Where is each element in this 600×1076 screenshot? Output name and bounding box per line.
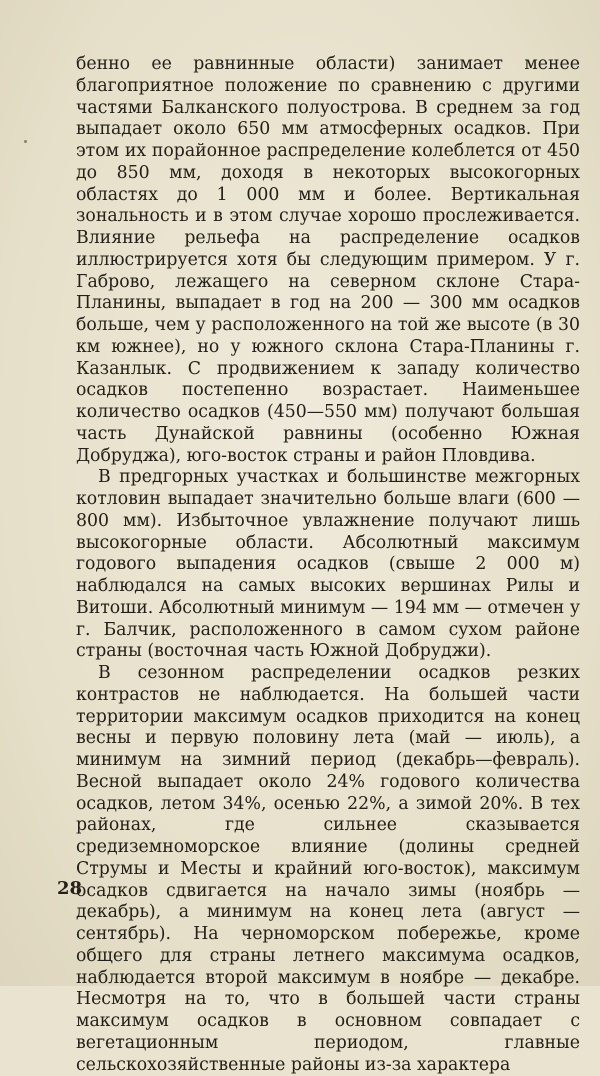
body-text xyxy=(76,54,580,1076)
paragraph-1: бенно ее равнинные области) занимает менее благоприятное положение по сравнению с другими частями Балканского полуострова. В среднем за год выпадает около 650 мм атмосферных осадков. При этом их порайонное распределение колеблется от 450 до 850 мм, доходя в некоторых высокогорных областях до 1 000 мм и более. Вертикальная зональность и в этом случае хорошо прослеживается. Влияние рельефа на распределение осадков иллюстрируется хотя бы следующим примером. У г. Габрово, лежащего на северном склоне Стара-Планины, выпадает в год на 200 — 300 мм осадков больше, чем у расположенного на той же высоте (в 30 км южнее), но у южного склона Стара-Планины г. Казанлык. С продвижением к западу количество осадков постепенно возрастает. Наименьшее количество осадков (450—550 мм) получают большая часть Дунайской равнины (особенно Южная Добруджа), юго-восток страны и район Пловдива. xyxy=(76,54,580,466)
page-number: 28 xyxy=(57,878,83,899)
paper-speck xyxy=(24,140,27,143)
paragraph-3: В сезонном распределении осадков резких контрастов не наблюдается. На большей части территории максимум осадков приходится на конец весны и первую половину лета (май — июль), а минимум на зимний период (декабрь—февраль). Весной выпадает около 24% годового количества осадков, летом 34%, осенью 22%, а зимой 20%. В тех районах, где сильнее сказывается средиземноморское влияние (долины средней Струмы и Месты и крайний юго-восток), максимум осадков сдвигается на начало зимы (ноябрь — декабрь), а минимум на конец лета (август — сентябрь). На черноморском побережье, кроме общего для страны летнего максимума осадков, наблюдается второй максимум в ноябре — декабре. Несмотря на то, что в большей части страны максимум осадков в основном совпадает с вегетационным периодом, главные сельскохозяйственные районы из-за характера xyxy=(76,663,580,1075)
paragraph-2: В предгорных участках и большинстве межгорных котловин выпадает значительно больше влаги (600 — 800 мм). Избыточное увлажнение получают лишь высокогорные области. Абсолютный максимум годового выпадения осадков (свыше 2 000 м) наблюдался на самых высоких вершинах Рилы и Витоши. Абсолютный минимум — 194 мм — отмечен у г. Балчик, расположенного в самом сухом районе страны (восточная часть Южной Добруджи). xyxy=(76,467,580,662)
